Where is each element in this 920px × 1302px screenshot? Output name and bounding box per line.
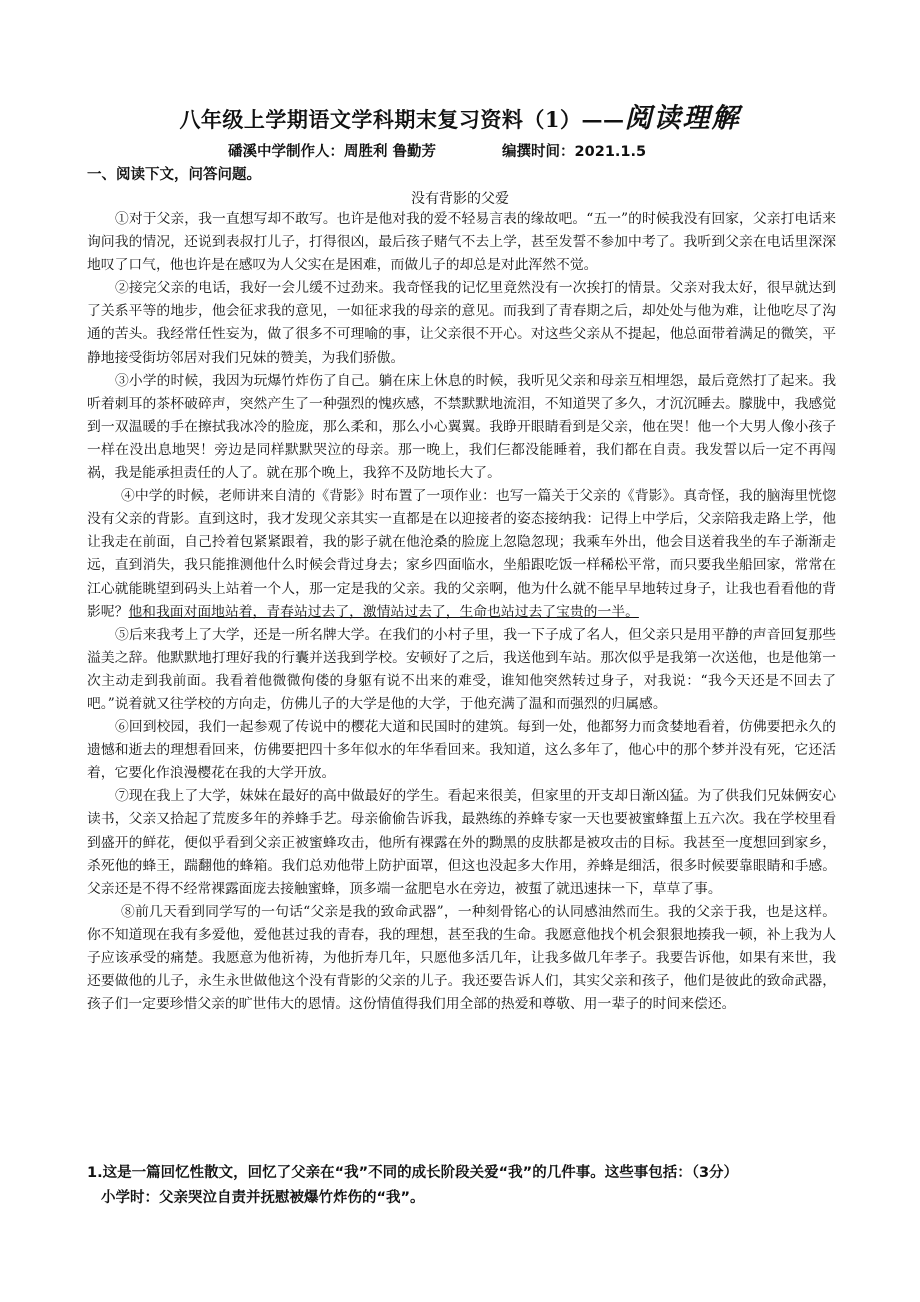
section-heading: 一、阅读下文，问答问题。 bbox=[87, 167, 261, 183]
page-title-main: 八年级上学期语文学科期末复习资料（1）—— bbox=[179, 107, 625, 132]
article-paragraph-3: ③小学的时候，我因为玩爆竹炸伤了自己。躺在床上休息的时候，我听见父亲和母亲互相埋怨，最后竟然打了起来。我听着刺耳的茶杯破碎声，突然产生了一种强烈的愧疚感，不禁默默地流泪，不知道哭了多久，才沉沉睡去。朦胧中，我感觉到一双温暖的手在擦拭我冰冷的脸庞，那么柔和，那么小心翼翼。我睁开眼睛看到是父亲，他在哭！他一个大男人像小孩子一样在没出息地哭！旁边是同样默默哭泣的母亲。那一晚上，我们仨都没能睡着，我们都在自责。我发誓以后一定不再闯祸，我是能承担责任的人了。就在那个晚上，我猝不及防地长大了。 bbox=[87, 372, 836, 482]
article-paragraph-1: ①对于父亲，我一直想写却不敢写。也许是他对我的爱不轻易言表的缘故吧。“五一”的时候我没有回家，父亲打电话来询问我的情况，还说到表叔打儿子，打得很凶，最后孩子赌气不去上学，甚至发誓不参加中考了。我听到父亲在电话里深深地叹了口气，他也许是在感叹为人父实在是困难，而做儿子的却总是对此浑然不觉。 bbox=[87, 211, 836, 274]
question-1-answer-primary: 小学时：父亲哭泣自责并抚慰被爆竹炸伤的“我”。 bbox=[101, 1190, 425, 1206]
byline-authors: 磻溪中学制作人：周胜利 鲁勤芳 bbox=[228, 144, 437, 160]
article-paragraph-4-text: ④中学的时候，老师讲来自清的《背影》时布置了一项作业：也写一篇关于父亲的《背影》。真奇怪，我的脑海里恍惚没有父亲的背影。直到这时，我才发现父亲其实一直都是在以迎接者的姿态接纳我：记得上中学后，父亲陪我走路上学，他让我走在前面，自己拎着包紧紧跟着，我的影子就在他沧桑的脸庞上忽隐忽现；我乘车外出，他会目送着我坐的车子渐渐走远，直到消失，我只能推测他什么时候会背过身去；家乡四面临水，坐船跟吃饭一样稀松平常，而只要我坐船回家，常常在江心就能眺望到码头上站着一个人，那一定是我的父亲。我的父亲啊，他为什么就不能早早地转过身子，让我也看看他的背影呢？ bbox=[87, 488, 836, 620]
article-paragraph-8: ⑧前几天看到同学写的一句话“父亲是我的致命武器”，一种刻骨铭心的认同感油然而生。我的父亲于我，也是这样。你不知道现在我有多爱他，爱他甚过我的青春，我的理想，甚至我的生命。我愿意他找个机会狠狠地揍我一顿，补上我为人子应该承受的痛楚。我愿意为他祈祷，为他折寿几年，只愿他多活几年，让我多做几年孝子。我要告诉他，如果有来世，我还要做他的儿子，永生永世做他这个没有背影的父亲的儿子。我还要告诉人们，其实父亲和孩子，他们是彼此的致命武器，孩子们一定要珍惜父亲的旷世伟大的恩情。这份情值得我们用全部的热爱和尊敬、用一辈子的时间来偿还。 bbox=[87, 903, 836, 1013]
article-paragraph-6: ⑥回到校园，我们一起参观了传说中的樱花大道和民国时的建筑。每到一处，他都努力而贪婪地看着，仿佛要把永久的遗憾和逝去的理想看回来，仿佛要把四十多年似水的年华看回来。我知道，这么多年了，他心中的那个梦并没有死，它还活着，它要化作浪漫樱花在我的大学开放。 bbox=[87, 719, 836, 782]
byline bbox=[228, 140, 646, 161]
article-paragraph-4 bbox=[87, 485, 836, 624]
question-1: 1.这是一篇回忆性散文，回忆了父亲在“我”不同的成长阶段关爱“我”的几件事。这些事包括：（3分） bbox=[87, 1165, 739, 1181]
page-title bbox=[0, 96, 920, 135]
page-title-tail: 阅读理解 bbox=[624, 103, 741, 134]
article-paragraph-2: ②接完父亲的电话，我好一会儿缓不过劲来。我奇怪我的记忆里竟然没有一次挨打的情景。父亲对我太好，很早就达到了关系平等的地步，他会征求我的意见，一如征求我的母亲的意见。而我到了青春期之后，却处处与他为难，让他吃尽了沟通的苦头。我经常任性妄为，做了很多不可理喻的事，让父亲很不开心。对这些父亲从不提起，他总面带着满足的微笑，平静地接受街坊邻居对我们兄妹的赞美，为我们骄傲。 bbox=[87, 280, 836, 366]
article-title: 没有背影的父爱 bbox=[411, 191, 509, 207]
article-paragraph-5: ⑤后来我考上了大学，还是一所名牌大学。在我们的小村子里，我一下子成了名人，但父亲只是用平静的声音回复那些溢美之辞。他默默地打理好我的行囊并送我到学校。安顿好了之后，我送他到车站。那次似乎是我第一次送他，也是他第一次主动走到我前面。我看着他微微佝偻的身躯有说不出来的难受，谁知他突然转过身子，对我说：“我今天还是不回去了吧。”说着就又往学校的方向走，仿佛儿子的大学是他的大学，于他充满了温和而强烈的归属感。 bbox=[87, 626, 836, 712]
article-body bbox=[87, 208, 836, 1016]
byline-time: 编撰时间：2021.1.5 bbox=[502, 144, 647, 160]
article-paragraph-7: ⑦现在我上了大学，妹妹在最好的高中做最好的学生。看起来很美，但家里的开支却日渐凶猛。为了供我们兄妹俩安心读书，父亲又拾起了荒废多年的养蜂手艺。母亲偷偷告诉我，最熟练的养蜂专家一天也要被蜜蜂蜇上五六次。我在学校里看到盛开的鲜花，便似乎看到父亲正被蜜蜂攻击，他所有裸露在外的黝黑的皮肤都是被攻击的目标。我甚至一度想回到家乡，杀死他的蜂王，踹翻他的蜂箱。我们总劝他带上防护面罩，但这也没起多大作用，养蜂是细活，很多时候要靠眼睛和手感。父亲还是不得不经常裸露面庞去接触蜜蜂，顶多端一盆肥皂水在旁边，被蜇了就迅速抹一下，草草了事。 bbox=[87, 788, 836, 897]
underlined-sentence: 他和我面对面地站着，青春站过去了，激情站过去了，生命也站过去了宝贵的一半。 bbox=[128, 603, 639, 620]
